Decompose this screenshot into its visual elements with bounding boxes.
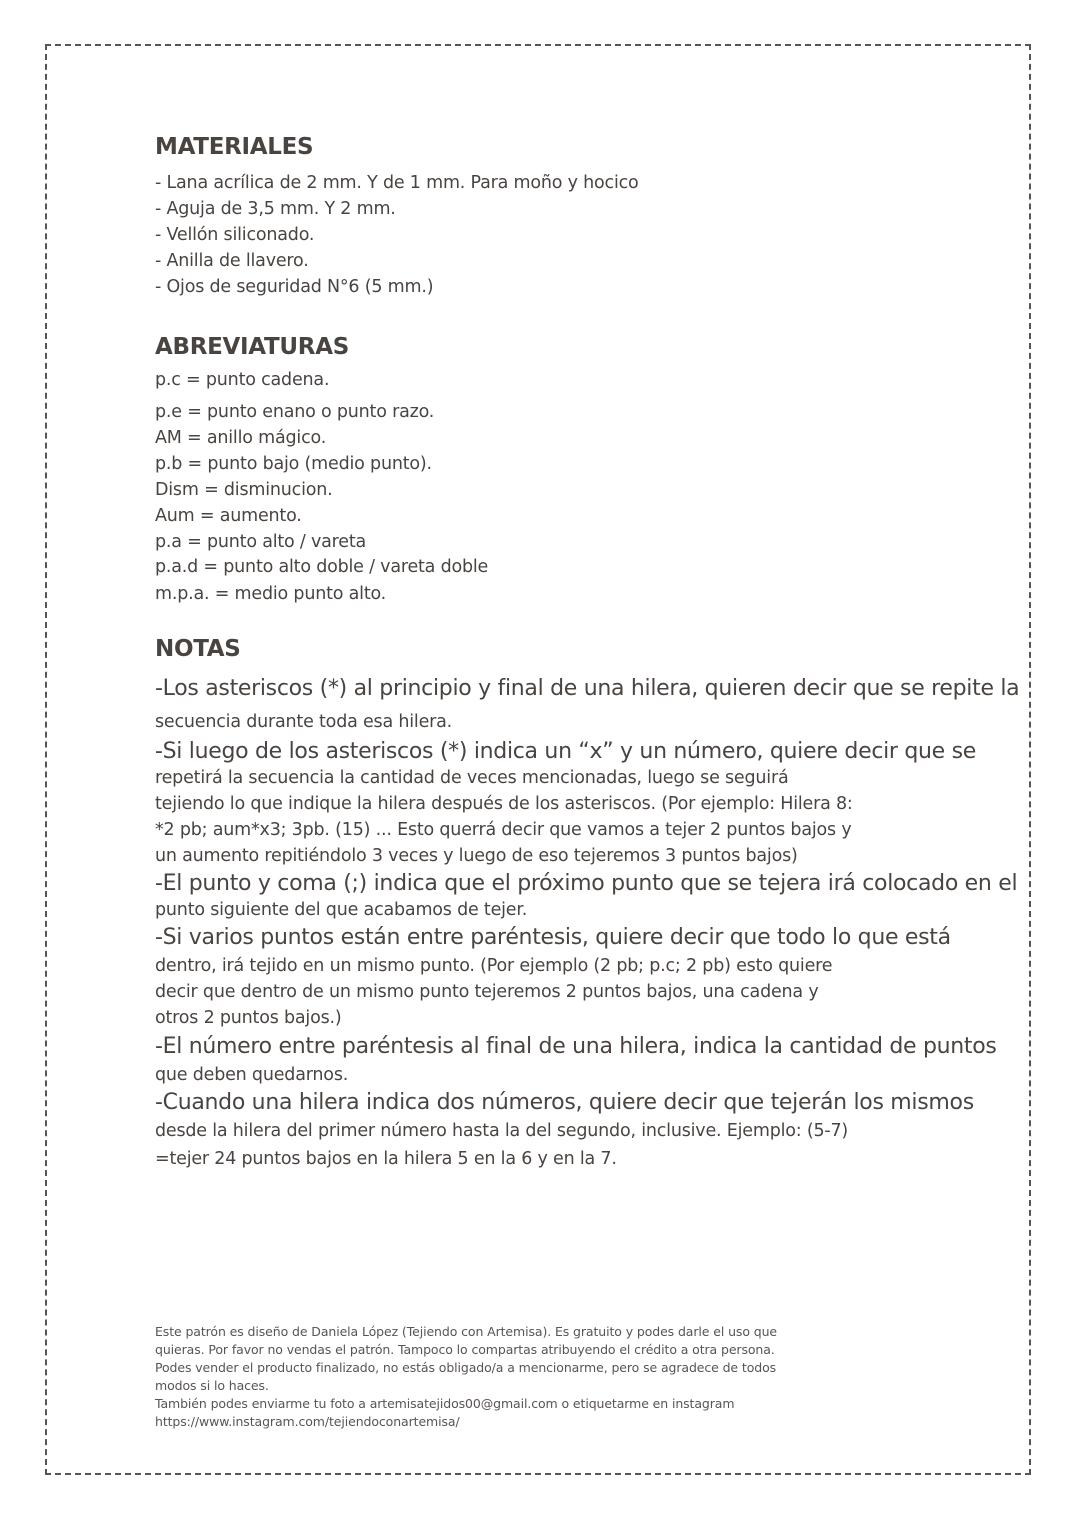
nota-line: =tejer 24 puntos bajos en la hilera 5 en la 6 y en la 7. xyxy=(155,1149,617,1169)
abreviatura-item: Dism = disminucion. xyxy=(155,480,333,500)
abreviatura-item: p.e = punto enano o punto razo. xyxy=(155,402,435,422)
abreviatura-item: m.p.a. = medio punto alto. xyxy=(155,584,387,604)
materiales-item: - Vellón siliconado. xyxy=(155,225,315,245)
abreviatura-item: p.b = punto bajo (medio punto). xyxy=(155,454,432,474)
nota-line: -Los asteriscos (*) al principio y final de una hilera, quieren decir que se repite la xyxy=(155,676,1020,701)
nota-line: -Si luego de los asteriscos (*) indica un “x” y un número, quiere decir que se xyxy=(155,739,977,764)
nota-line: punto siguiente del que acabamos de tejer. xyxy=(155,900,528,920)
footer-line: Este patrón es diseño de Daniela López (Tejiendo con Artemisa). Es gratuito y podes darle el uso que xyxy=(155,1324,777,1339)
materiales-item: - Lana acrílica de 2 mm. Y de 1 mm. Para moño y hocico xyxy=(155,173,639,193)
abreviatura-item: Aum = aumento. xyxy=(155,506,302,526)
nota-line: secuencia durante toda esa hilera. xyxy=(155,712,453,732)
nota-line: un aumento repitiéndolo 3 veces y luego de eso tejeremos 3 puntos bajos) xyxy=(155,846,798,866)
nota-line: *2 pb; aum*x3; 3pb. (15) ... Esto querrá decir que vamos a tejer 2 puntos bajos y xyxy=(155,820,852,840)
nota-line: repetirá la secuencia la cantidad de veces mencionadas, luego se seguirá xyxy=(155,768,789,788)
nota-line: -Si varios puntos están entre paréntesis, quiere decir que todo lo que está xyxy=(155,925,951,950)
footer-line: Podes vender el producto finalizado, no estás obligado/a a mencionarme, pero se agradece de todos xyxy=(155,1360,777,1375)
abreviatura-item: AM = anillo mágico. xyxy=(155,428,327,448)
nota-line: que deben quedarnos. xyxy=(155,1065,349,1085)
nota-line: otros 2 puntos bajos.) xyxy=(155,1008,342,1028)
nota-line: -El número entre paréntesis al final de una hilera, indica la cantidad de puntos xyxy=(155,1034,997,1059)
nota-line: dentro, irá tejido en un mismo punto. (Por ejemplo (2 pb; p.c; 2 pb) esto quiere xyxy=(155,956,833,976)
nota-line: -El punto y coma (;) indica que el próximo punto que se tejera irá colocado en el xyxy=(155,871,1018,896)
abreviaturas-heading: ABREVIATURAS xyxy=(155,334,349,360)
materiales-item: - Ojos de seguridad N°6 (5 mm.) xyxy=(155,277,434,297)
materiales-item: - Aguja de 3,5 mm. Y 2 mm. xyxy=(155,199,396,219)
footer-line: quieras. Por favor no vendas el patrón. Tampoco lo compartas atribuyendo el crédito a otra persona. xyxy=(155,1342,775,1357)
nota-line: -Cuando una hilera indica dos números, quiere decir que tejerán los mismos xyxy=(155,1090,974,1115)
footer-link[interactable]: https://www.instagram.com/tejiendoconartemisa/ xyxy=(155,1414,460,1429)
materiales-heading: MATERIALES xyxy=(155,134,314,160)
abreviatura-item: p.c = punto cadena. xyxy=(155,370,330,390)
abreviatura-item: p.a = punto alto / vareta xyxy=(155,532,367,552)
footer-line: modos si lo haces. xyxy=(155,1378,269,1393)
nota-line: decir que dentro de un mismo punto tejeremos 2 puntos bajos, una cadena y xyxy=(155,982,819,1002)
footer-line: También podes enviarme tu foto a artemisatejidos00@gmail.com o etiquetarme en instagram xyxy=(155,1396,735,1411)
abreviatura-item: p.a.d = punto alto doble / vareta doble xyxy=(155,557,489,577)
materiales-item: - Anilla de llavero. xyxy=(155,251,309,271)
nota-line: tejiendo lo que indique la hilera después de los asteriscos. (Por ejemplo: Hilera 8: xyxy=(155,794,853,814)
nota-line: desde la hilera del primer número hasta la del segundo, inclusive. Ejemplo: (5-7) xyxy=(155,1121,849,1141)
notas-heading: NOTAS xyxy=(155,636,241,662)
